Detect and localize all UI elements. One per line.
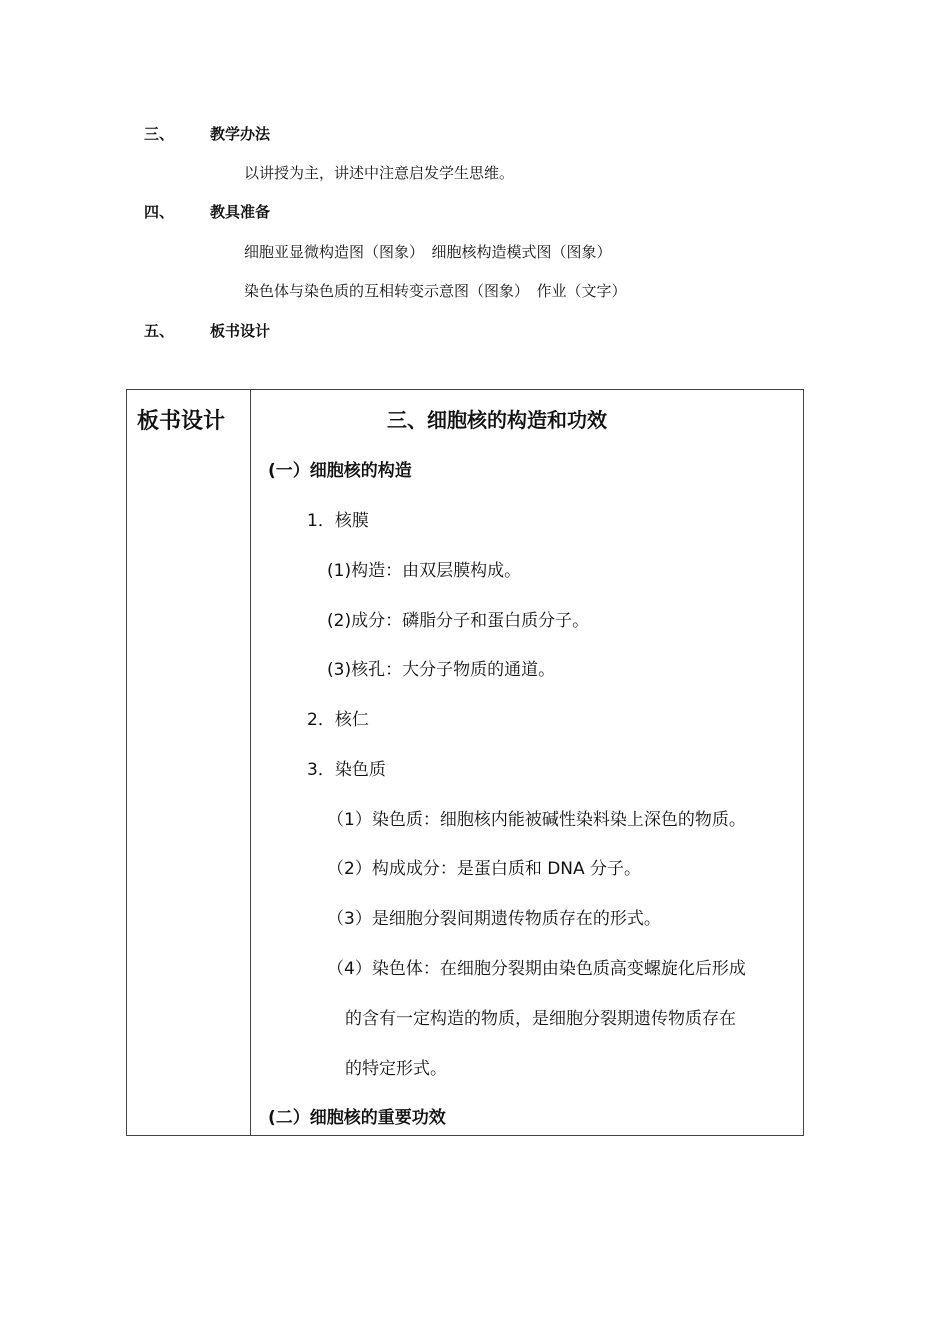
table-divider — [250, 390, 251, 1135]
board-line-6: 2．核仁 — [307, 710, 369, 730]
board-line-11: （4）染色体：在细胞分裂期由染色质高变螺旋化后形成 — [327, 959, 746, 979]
board-line-8: （1）染色质：细胞核内能被碱性染料染上深色的物质。 — [327, 810, 746, 830]
board-line-10: （3）是细胞分裂间期遗传物质存在的形式。 — [327, 909, 661, 929]
section-3-number: 三、 — [144, 125, 175, 143]
board-line-2: 1．核膜 — [307, 511, 369, 531]
board-line-12: 的含有一定构造的物质，是细胞分裂期遗传物质存在 — [345, 1009, 736, 1029]
section-4-text-1: 细胞亚显微构造图（图象） 细胞核构造模式图（图象） — [244, 243, 612, 261]
section-4-number: 四、 — [144, 203, 175, 221]
board-title: 三、细胞核的构造和功效 — [387, 408, 607, 432]
section-3-title: 教学办法 — [210, 125, 271, 143]
section-3-text: 以讲授为主，讲述中注意启发学生思维。 — [244, 164, 515, 182]
board-line-5: (3)核孔：大分子物质的通道。 — [327, 660, 556, 680]
board-line-4: (2)成分：磷脂分子和蛋白质分子。 — [327, 611, 590, 631]
board-line-3: (1)构造：由双层膜构成。 — [327, 561, 522, 581]
board-label: 板书设计 — [137, 409, 226, 434]
board-line-14: (二）细胞核的重要功效 — [268, 1108, 446, 1128]
board-line-1: (一）细胞核的构造 — [268, 461, 412, 481]
section-5-title: 板书设计 — [210, 322, 271, 340]
section-5-number: 五、 — [144, 322, 175, 340]
section-4-text-2: 染色体与染色质的互相转变示意图（图象） 作业（文字） — [244, 282, 627, 300]
board-line-13: 的特定形式。 — [345, 1059, 447, 1079]
blackboard-design-table — [126, 389, 804, 1136]
section-4-title: 教具准备 — [210, 203, 271, 221]
board-line-7: 3．染色质 — [307, 760, 386, 780]
board-line-9: （2）构成成分：是蛋白质和 DNA 分子。 — [327, 859, 642, 879]
